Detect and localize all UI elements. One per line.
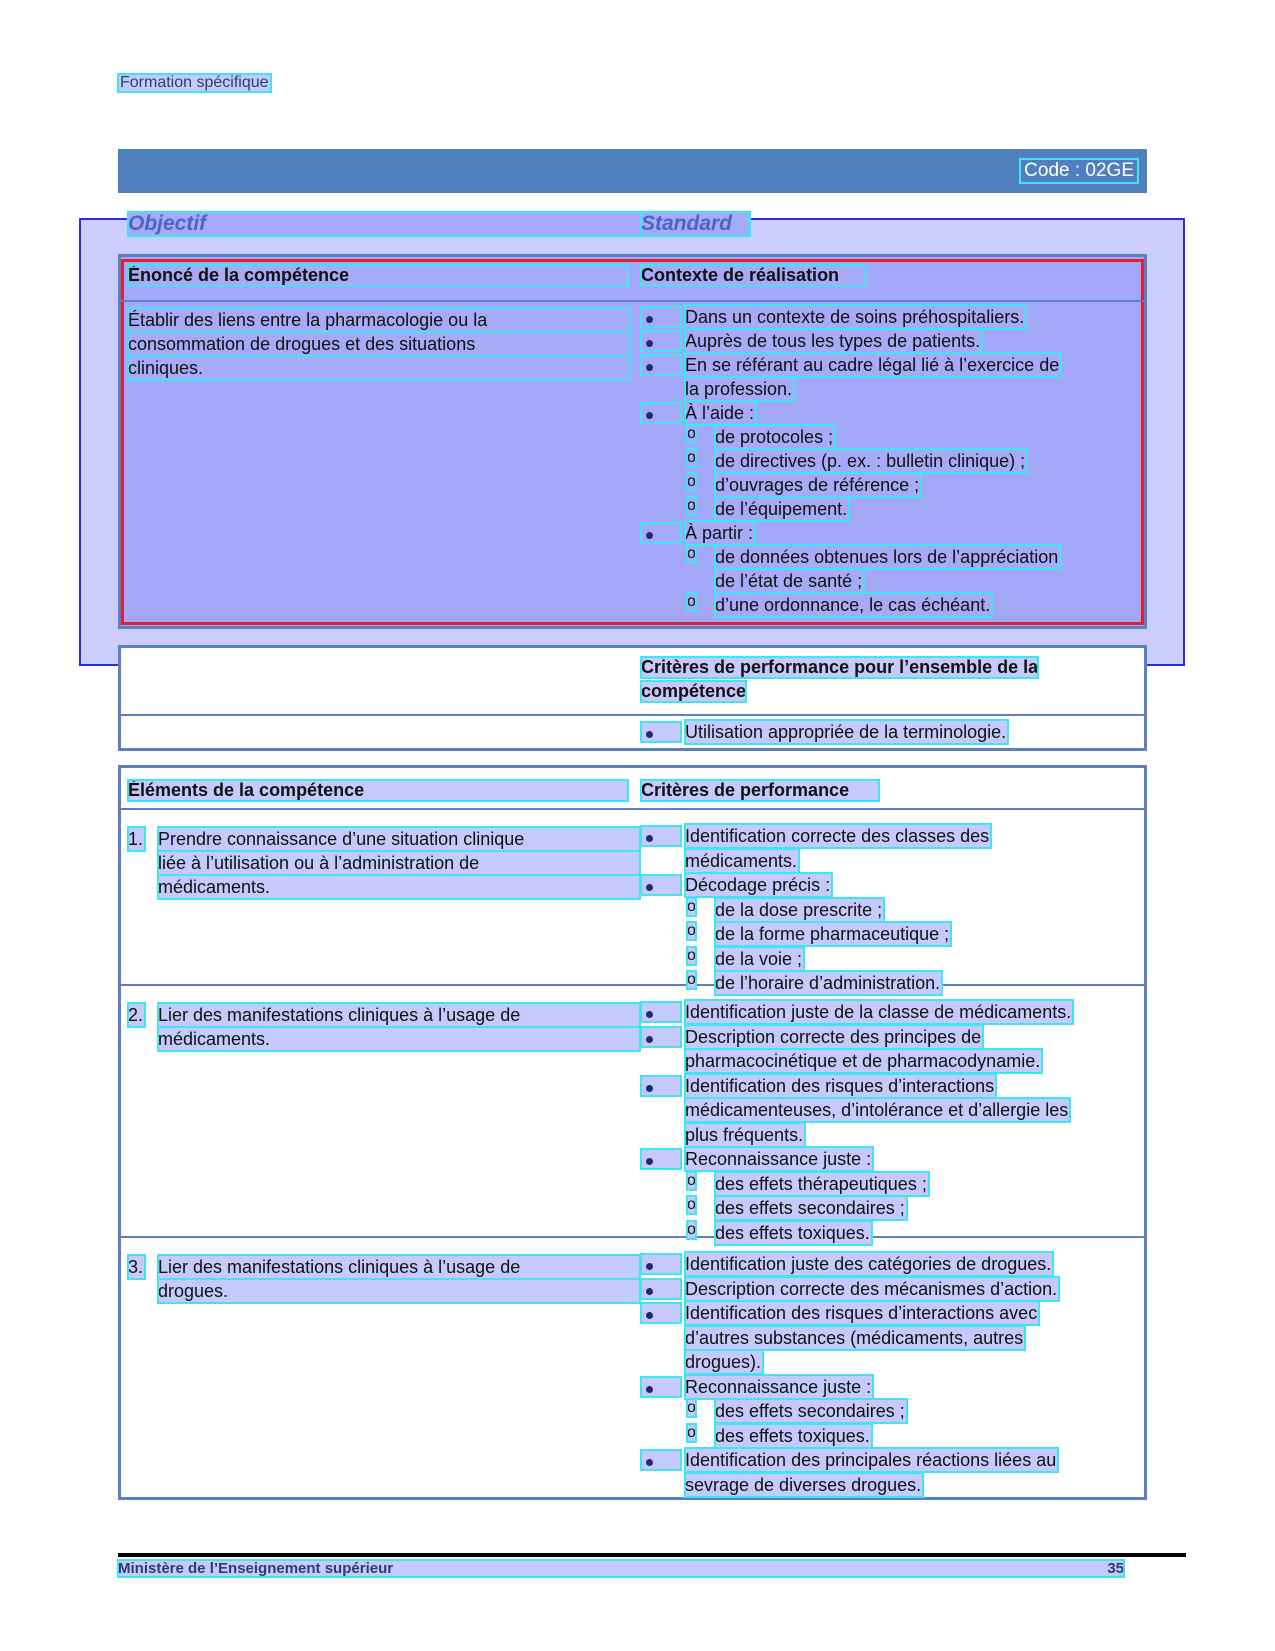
divider [118,808,1147,810]
divider [118,1236,1147,1238]
sub-bullet-icon: o [687,1423,696,1441]
criterion-text: de directives (p. ex. : bulletin clinique) ; [715,451,1026,471]
bullet-icon [641,1450,681,1470]
contexte-header: Contexte de réalisation [641,265,866,286]
enonce-header: Énoncé de la compétence [128,265,628,286]
criterion-text: d’une ordonnance, le cas échéant. [715,595,991,615]
criterion-text: de protocoles ; [715,427,834,447]
criterion-text: des effets secondaires ; [715,1401,905,1421]
criterion-text: drogues). [685,1352,762,1372]
element-text: médicaments. [158,1027,640,1051]
criterion-text: En se référant au cadre légal lié à l’exercice de [685,355,1060,375]
sub-bullet-icon: o [687,1196,696,1213]
sub-bullet-icon: o [687,449,696,466]
footer-rule [118,1553,1186,1557]
element-text: Prendre connaissance d’une situation clinique [158,827,640,851]
bullet-icon [641,1377,681,1397]
elements-header: Éléments de la compétence [128,780,628,801]
criterion-text: Identification correcte des classes des [685,826,990,846]
performance-global-header: Critères de performance pour l’ensemble de la [641,657,1039,677]
criterion-text: de l’équipement. [715,499,848,519]
running-header: Formation spécifique [120,74,269,91]
sub-bullet-icon: o [687,897,696,915]
criterion-text: de l’état de santé ; [715,571,863,591]
bullet-icon [641,722,681,742]
element-text: médicaments. [158,875,640,899]
bullet-icon [641,1254,681,1274]
sub-bullet-icon: o [687,497,696,514]
bullet-icon [641,1002,681,1022]
standard-title: Standard [641,212,749,236]
element-number: 3. [128,1257,144,1277]
criterion-text: Identification des risques d’interactions avec [685,1303,1038,1323]
criterion-text: Décodage précis : [685,875,831,895]
element-text: Lier des manifestations cliniques à l’usage de [158,1003,640,1027]
text-line: Établir des liens entre la pharmacologie ou la [128,308,630,332]
sub-bullet-icon: o [687,593,696,610]
criterion-text: Identification des principales réactions liées au [685,1450,1057,1470]
element-number: 1. [128,829,144,849]
criterion-text: des effets thérapeutiques ; [715,1173,927,1194]
divider [121,300,1144,302]
criterion-text: Identification des risques d’interactions [685,1075,995,1096]
criterion-text: d’autres substances (médicaments, autres [685,1327,1024,1348]
sub-bullet-icon: o [687,971,696,988]
criterion-text: des effets toxiques. [715,1222,870,1243]
bullet-icon [641,403,681,423]
text-line: cliniques. [128,356,630,380]
performance-global-item: Utilisation appropriée de la terminologie. [685,722,1007,742]
criterion-text: Identification juste de la classe de médicaments. [685,1002,1072,1022]
element-text: Lier des manifestations cliniques à l’usage de [158,1255,640,1279]
criteres-header: Critères de performance [641,780,879,801]
criterion-text: de données obtenues lors de l’appréciation [715,547,1059,567]
sub-bullet-icon: o [687,425,696,442]
sub-bullet-icon: o [687,473,696,490]
bullet-icon [641,875,681,895]
footer-ministry: Ministère de l’Enseignement supérieur [118,1560,394,1577]
performance-global-header-cont: compétence [641,681,747,701]
bullet-icon [641,1027,681,1047]
criterion-text: Description correcte des mécanismes d’action. [685,1278,1058,1299]
sub-bullet-icon: o [687,1171,696,1189]
bullet-icon [641,523,681,543]
sub-bullet-icon: o [687,1220,696,1238]
element-text: liée à l’utilisation ou à l’administration de [158,851,640,875]
bullet-icon [641,331,681,351]
objectif-title: Objectif [128,212,750,236]
divider [118,714,1147,716]
bullet-icon [641,1279,681,1299]
page-number: 35 [1107,1560,1124,1577]
criterion-text: Auprès de tous les types de patients. [685,331,981,351]
criterion-text: pharmacocinétique et de pharmacodynamie. [685,1051,1041,1071]
divider [118,984,1147,986]
criterion-text: d’ouvrages de référence ; [715,475,920,495]
criterion-text: de la voie ; [715,948,803,969]
criterion-text: médicaments. [685,850,798,871]
criterion-text: Description correcte des principes de [685,1026,982,1047]
criterion-text: de la forme pharmaceutique ; [715,924,950,944]
bullet-icon [641,307,681,327]
criterion-text: Identification juste des catégories de drogues. [685,1254,1052,1274]
criterion-text: À partir : [685,523,754,543]
criterion-text: la profession. [685,379,793,399]
sub-bullet-icon: o [687,946,696,964]
bullet-icon [641,1076,681,1096]
criterion-text: de la dose prescrite ; [715,899,883,920]
criterion-text: médicamenteuses, d’intolérance et d’allergie les [685,1100,1069,1120]
criterion-text: Reconnaissance juste : [685,1149,872,1169]
sub-bullet-icon: o [687,922,696,939]
criterion-text: À l’aide : [685,403,755,423]
code-banner [118,149,1147,193]
criterion-text: Dans un contexte de soins préhospitaliers. [685,307,1025,327]
sub-bullet-icon: o [687,1399,696,1416]
criterion-text: plus fréquents. [685,1124,804,1145]
code-label: Code : 02GE [1021,160,1137,182]
criterion-text: Reconnaissance juste : [685,1376,872,1397]
bullet-icon [641,1149,681,1169]
bullet-icon [641,1303,681,1323]
text-line: consommation de drogues et des situations [128,332,630,356]
criterion-text: de l’horaire d’administration. [715,973,941,993]
criterion-text: des effets toxiques. [715,1425,870,1446]
criterion-text: des effets secondaires ; [715,1198,905,1218]
bullet-icon [641,826,681,846]
criterion-text: sevrage de diverses drogues. [685,1474,922,1495]
footer [118,1560,1124,1577]
bullet-icon [641,355,681,375]
sub-bullet-icon: o [687,545,696,562]
element-number: 2. [128,1005,144,1025]
element-text: drogues. [158,1279,640,1303]
